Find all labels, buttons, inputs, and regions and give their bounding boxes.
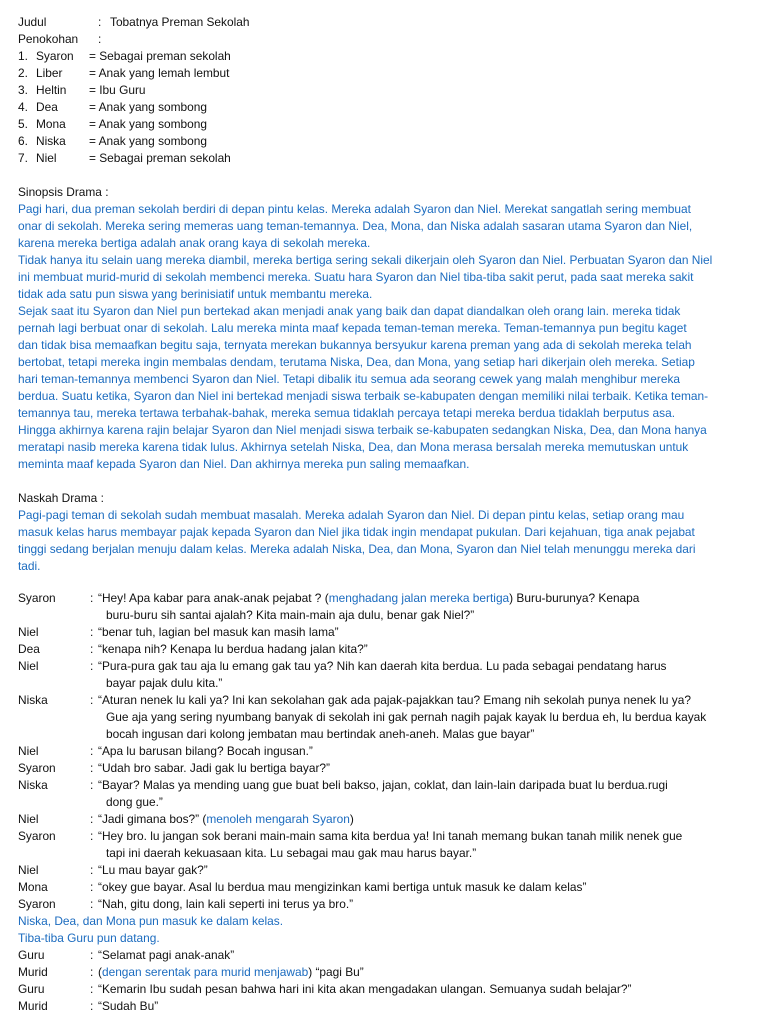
speaker-colon: : xyxy=(90,642,94,656)
sinopsis-line: hari teman-temannya membenci Syaron dan Niel. Tetapi dibalik itu semua ada seorang cewek yang malah menghibur mereka xyxy=(18,372,681,386)
speaker-name: Murid xyxy=(18,965,48,979)
naskah-line: tinggi sedang berjalan menuju dalam kelas. Mereka adalah Niska, Dea, dan Mona, Syaron dan Niel telah menunggu mereka dari xyxy=(18,542,696,556)
cast-role: = Anak yang sombong xyxy=(89,134,208,148)
speaker-name: Guru xyxy=(18,948,45,962)
dialogue-line: “kenapa nih? Kenapa lu berdua hadang jalan kita?” xyxy=(98,642,368,656)
sinopsis-line: meminta maaf kepada Syaron dan Niel. Dan akhirnya mereka pun saling memaafkan. xyxy=(18,457,470,471)
cast-role: = Anak yang sombong xyxy=(89,117,208,131)
dialogue-line: “Kemarin Ibu sudah pesan bahwa hari ini kita akan mengadakan ulangan. Semuanya sudah belajar?” xyxy=(98,982,632,996)
dialogue-continuation: bayar pajak dulu kita.” xyxy=(106,676,223,690)
sinopsis-line: berdua. Suatu ketika, Syaron dan Niel ini bertekad menjadi siswa terbaik se-kabupaten dengan memiliki nilai terbaik. Ketika teman- xyxy=(18,389,709,403)
sinopsis-line: temannya tau, mereka tertawa terbahak-bahak, mereka semua tidaklah percaya tetapi mereka berdua tidaklah berputus asa. xyxy=(18,406,675,420)
sinopsis-line: Tidak hanya itu selain uang mereka diambil, mereka bertiga sering sekali dikerjain oleh Syaron dan Niel. Perbuatan Syaron dan Niel xyxy=(18,253,713,267)
cast-number: 6. xyxy=(18,134,28,148)
speaker-name: Niska xyxy=(18,778,48,792)
speaker-colon: : xyxy=(90,744,94,758)
naskah-title: Naskah Drama : xyxy=(18,491,104,505)
speaker-colon: : xyxy=(90,812,94,826)
naskah-line: masuk kelas harus membayar pajak kepada Syaron dan Niel jika tidak ingin mendapat pukulan. Dari kejahuan, tiga anak pejabat xyxy=(18,525,695,539)
speaker-colon: : xyxy=(90,625,94,639)
narration-line: Tiba-tiba Guru pun datang. xyxy=(18,931,160,945)
speaker-name: Syaron xyxy=(18,591,56,605)
speaker-name: Niska xyxy=(18,693,48,707)
cast-name: Mona xyxy=(36,117,66,131)
stage-direction: menoleh mengarah Syaron xyxy=(206,812,350,826)
speaker-colon: : xyxy=(90,778,94,792)
dialogue-line: “Aturan nenek lu kali ya? Ini kan sekolahan gak ada pajak-pajakkan tau? Emang nih sekolah punya nenek lu ya? xyxy=(98,693,691,707)
cast-name: Liber xyxy=(36,66,63,80)
cast-role: = Anak yang lemah lembut xyxy=(89,66,230,80)
sinopsis-line: tidak ada satu pun siswa yang berinisiatif untuk membantu mereka. xyxy=(18,287,373,301)
speaker-colon: : xyxy=(90,948,94,962)
speaker-colon: : xyxy=(90,591,94,605)
cast-role: = Ibu Guru xyxy=(89,83,146,97)
sinopsis-line: Sejak saat itu Syaron dan Niel pun bertekad akan menjadi anak yang baik dan dapat diandalkan oleh orang lain. mereka tidak xyxy=(18,304,681,318)
cast-number: 3. xyxy=(18,83,28,97)
speaker-name: Niel xyxy=(18,863,39,877)
penokohan-label: Penokohan xyxy=(18,32,79,46)
sinopsis-line: Pagi hari, dua preman sekolah berdiri di depan pintu kelas. Mereka adalah Syaron dan Niel. Merekat sangatlah sering membuat xyxy=(18,202,691,216)
dialogue-line: “Udah bro sabar. Jadi gak lu bertiga bayar?” xyxy=(98,761,331,775)
cast-role: = Sebagai preman sekolah xyxy=(89,151,231,165)
cast-name: Heltin xyxy=(36,83,67,97)
stage-direction: menghadang jalan mereka bertiga xyxy=(328,591,510,605)
sinopsis-line: dan tidak bisa memaafkan begitu saja, ternyata merekan bukannya bersyukur karena preman yang ada di sekolah mereka telah xyxy=(18,338,692,352)
speaker-colon: : xyxy=(90,880,94,894)
speaker-colon: : xyxy=(90,693,94,707)
dialogue-continuation: tapi ini daerah kekuasaan kita. Lu sebagai mau gak mau harus bayar.” xyxy=(106,846,477,860)
dialogue-continuation: dong gue.” xyxy=(106,795,163,809)
narration-line: Niska, Dea, dan Mona pun masuk ke dalam kelas. xyxy=(18,914,284,928)
dialogue-line: “Apa lu barusan bilang? Bocah ingusan.” xyxy=(98,744,313,758)
dialogue-line: “Selamat pagi anak-anak” xyxy=(98,948,235,962)
cast-number: 7. xyxy=(18,151,28,165)
cast-name: Syaron xyxy=(36,49,74,63)
dialogue-line: “Sudah Bu” xyxy=(98,999,159,1013)
dialogue-continuation: buru-buru sih santai ajalah? Kita main-main aja dulu, benar gak Niel?” xyxy=(106,608,475,622)
naskah-line: tadi. xyxy=(18,559,41,573)
dialogue-line: “Lu mau bayar gak?” xyxy=(98,863,208,877)
dialogue-line: “Hey! Apa kabar para anak-anak pejabat ? (menghadang jalan mereka bertiga) Buru-burunya? Kenapa xyxy=(98,591,640,605)
speaker-name: Syaron xyxy=(18,829,56,843)
dialogue-line: “Bayar? Malas ya mending uang gue buat beli bakso, jajan, coklat, dan lain-lain daripada buat lu berdua.rugi xyxy=(98,778,668,792)
stage-direction: dengan serentak para murid menjawab xyxy=(101,965,309,979)
speaker-name: Dea xyxy=(18,642,40,656)
speaker-name: Niel xyxy=(18,659,39,673)
sinopsis-line: pernah lagi berbuat onar di sekolah. Lalu mereka minta maaf kepada teman-teman mereka. Teman-temannya pun begitu kaget xyxy=(18,321,687,335)
sinopsis-line: meratapi nasib mereka karena tidak lulus. Akhirnya setelah Niska, Dea, dan Mona merasa bersalah mereka memutuskan untuk xyxy=(18,440,689,454)
dialogue-line: “Pura-pura gak tau aja lu emang gak tau ya? Nih kan daerah kita berdua. Lu pada sebagai pendatang harus xyxy=(98,659,667,673)
speaker-colon: : xyxy=(90,659,94,673)
dialogue-continuation: Gue aja yang sering nyumbang banyak di sekolah ini gak pernah nagih pajak kayak lu berdua eh, lu berdua kayak xyxy=(106,710,707,724)
sinopsis-line: karena mereka bertiga adalah anak orang kaya di sekolah mereka. xyxy=(18,236,371,250)
cast-role: = Anak yang sombong xyxy=(89,100,208,114)
speaker-colon: : xyxy=(90,897,94,911)
speaker-name: Niel xyxy=(18,625,39,639)
speaker-name: Murid xyxy=(18,999,48,1013)
sinopsis-line: bertobat, tetapi mereka ingin membalas dendam, terutama Niska, Dea, dan Mona, yang setiap hari dikerjain oleh mereka. Setiap xyxy=(18,355,695,369)
dialogue-line: “Jadi gimana bos?” (menoleh mengarah Syaron) xyxy=(98,812,354,826)
dialogue-line: “Hey bro. lu jangan sok berani main-main sama kita berdua ya! Ini tanah memang bukan tanah milik nenek gue xyxy=(98,829,683,843)
cast-number: 1. xyxy=(18,49,28,63)
cast-number: 2. xyxy=(18,66,28,80)
speaker-name: Mona xyxy=(18,880,48,894)
judul-value: Tobatnya Preman Sekolah xyxy=(110,15,250,29)
cast-name: Dea xyxy=(36,100,58,114)
speaker-colon: : xyxy=(90,999,94,1013)
judul-label: Judul xyxy=(18,15,47,29)
sinopsis-line: onar di sekolah. Mereka sering memeras uang teman-temannya. Dea, Mona, dan Niska adalah sasaran utama Syaron dan Niel, xyxy=(18,219,693,233)
speaker-name: Niel xyxy=(18,812,39,826)
cast-number: 4. xyxy=(18,100,28,114)
cast-name: Niel xyxy=(36,151,57,165)
speaker-colon: : xyxy=(90,863,94,877)
speaker-colon: : xyxy=(90,965,94,979)
judul-colon: : xyxy=(98,15,102,29)
sinopsis-line: ini membuat murid-murid di sekolah membenci mereka. Suatu hara Syaron dan Niel tiba-tiba sakit perut, pada saat mereka sakit xyxy=(18,270,694,284)
cast-role: = Sebagai preman sekolah xyxy=(89,49,231,63)
speaker-name: Syaron xyxy=(18,897,56,911)
penokohan-colon: : xyxy=(98,32,102,46)
dialogue-line: (dengan serentak para murid menjawab) “pagi Bu” xyxy=(98,965,364,979)
cast-name: Niska xyxy=(36,134,66,148)
speaker-name: Niel xyxy=(18,744,39,758)
dialogue-line: “okey gue bayar. Asal lu berdua mau mengizinkan kami bertiga untuk masuk ke dalam kelas” xyxy=(98,880,587,894)
cast-number: 5. xyxy=(18,117,28,131)
sinopsis-line: Hingga akhirnya karena rajin belajar Syaron dan Niel menjadi siswa terbaik se-kabupaten sedangkan Niska, Dea, dan Mona hanya xyxy=(18,423,707,437)
speaker-colon: : xyxy=(90,761,94,775)
dialogue-line: “benar tuh, lagian bel masuk kan masih lama” xyxy=(98,625,339,639)
speaker-name: Syaron xyxy=(18,761,56,775)
speaker-colon: : xyxy=(90,982,94,996)
dialogue-continuation: bocah ingusan dari kolong jembatan mau bertindak aneh-aneh. Malas gue bayar” xyxy=(106,727,535,741)
dialogue-line: “Nah, gitu dong, lain kali seperti ini terus ya bro.” xyxy=(98,897,354,911)
speaker-name: Guru xyxy=(18,982,45,996)
naskah-line: Pagi-pagi teman di sekolah sudah membuat masalah. Mereka adalah Syaron dan Niel. Di depan pintu kelas, setiap orang mau xyxy=(18,508,685,522)
speaker-colon: : xyxy=(90,829,94,843)
sinopsis-title: Sinopsis Drama : xyxy=(18,185,109,199)
